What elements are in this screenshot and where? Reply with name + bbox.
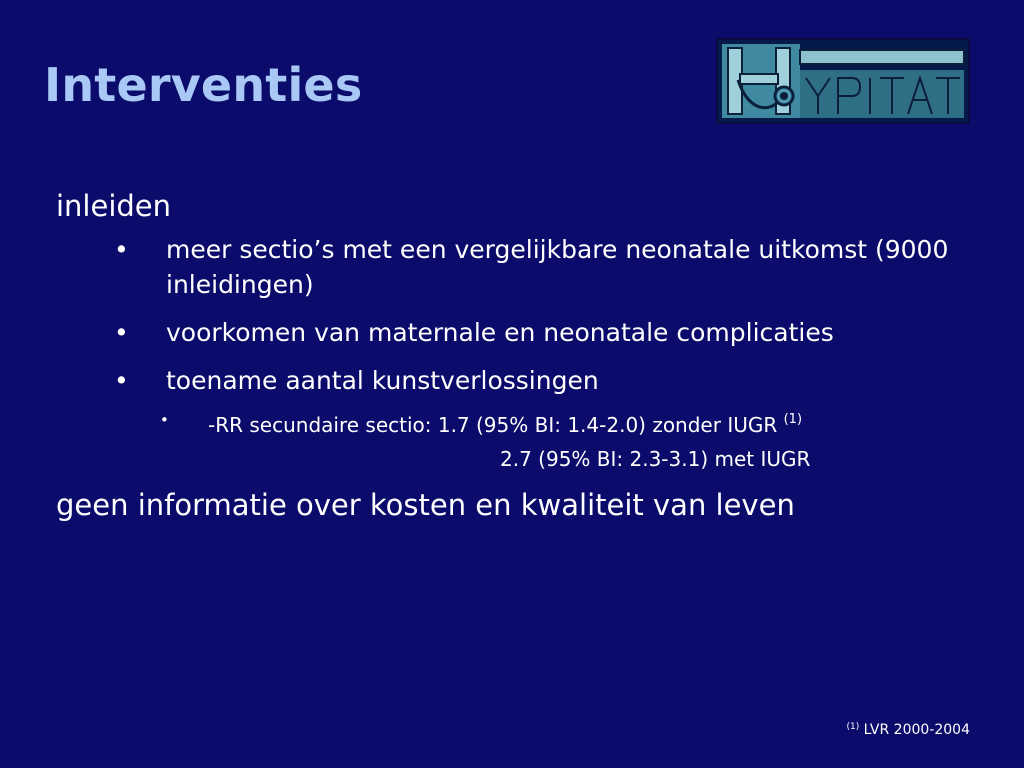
reference-mark: (1) bbox=[783, 412, 803, 427]
slide-title: Interventies bbox=[44, 58, 363, 112]
hypitat-logo-graphic bbox=[718, 40, 968, 122]
sub-list-item-text: voorkomen van maternale en neonatale complicaties bbox=[166, 318, 834, 347]
sub-list-item bbox=[56, 232, 996, 302]
hypitat-logo bbox=[716, 38, 970, 124]
rr-line-1: -RR secundaire sectio: 1.7 (95% BI: 1.4-2.0) zonder IUGR bbox=[208, 413, 784, 437]
slide-content bbox=[56, 186, 996, 525]
bullet-icon: • bbox=[114, 318, 129, 347]
list-item-inleiden: inleiden bbox=[56, 189, 172, 223]
sub-list-item-text: toename aantal kunstverlossingen bbox=[166, 366, 599, 395]
sub-list-item-text: meer sectio’s met een vergelijkbare neonatale uitkomst (9000 inleidingen) bbox=[166, 235, 949, 299]
rr-line-2: 2.7 (95% BI: 2.3-3.1) met IUGR bbox=[500, 447, 811, 471]
bullet-icon: • bbox=[160, 411, 169, 429]
bullet-icon: • bbox=[114, 366, 129, 395]
footnote bbox=[846, 722, 970, 738]
sub-list-item bbox=[56, 363, 996, 398]
footnote-ref: (1) bbox=[846, 722, 860, 732]
bullet-icon: • bbox=[114, 235, 129, 264]
sub-list-item bbox=[56, 315, 996, 350]
footnote-text: LVR 2000-2004 bbox=[859, 722, 970, 738]
sub-sub-list-item bbox=[56, 406, 996, 439]
list-item-geen-informatie: geen informatie over kosten en kwaliteit van leven bbox=[56, 488, 795, 522]
